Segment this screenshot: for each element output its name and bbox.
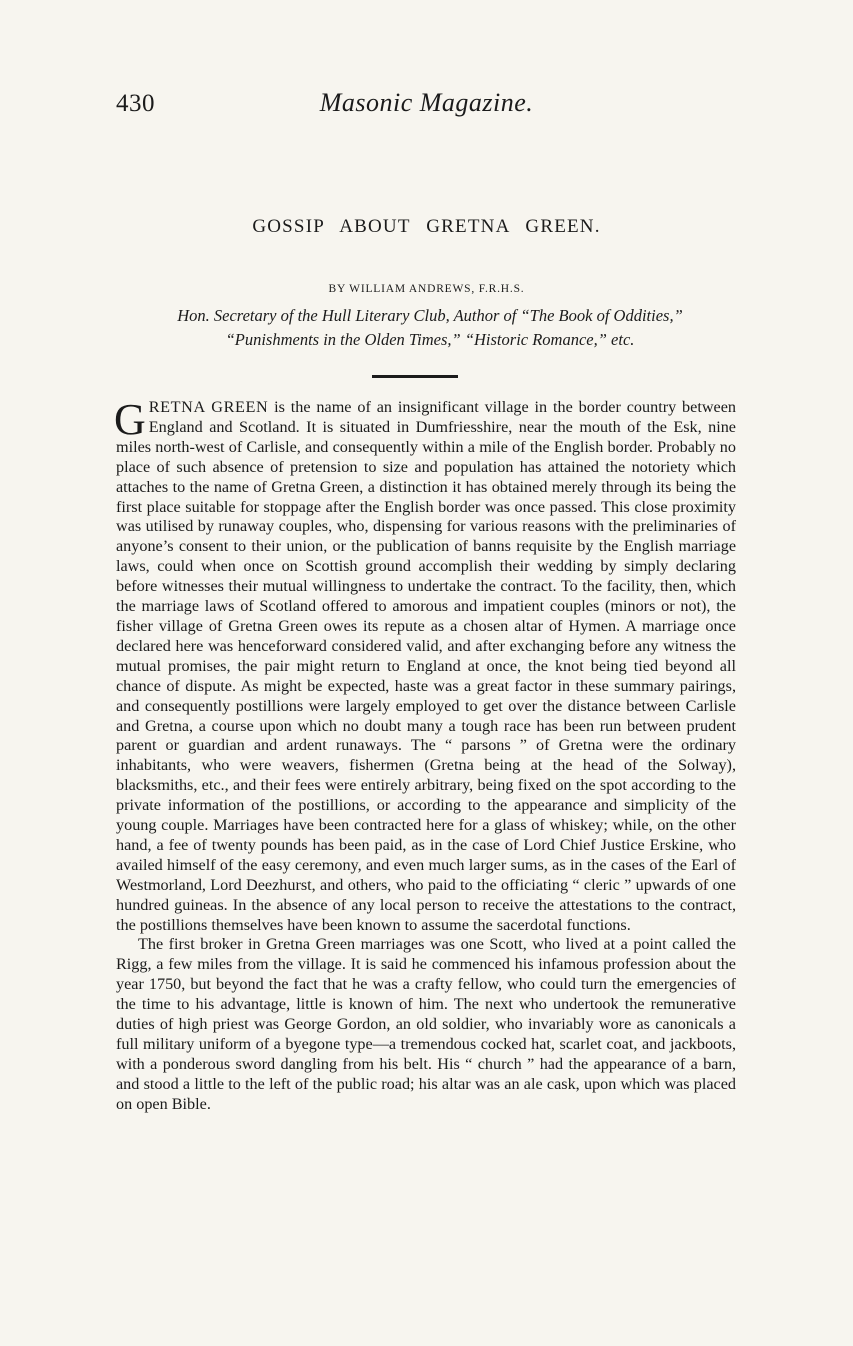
affiliation-line-1: Hon. Secretary of the Hull Literary Club, Author of “The Book of Oddities,” — [177, 306, 683, 325]
page-number: 430 — [116, 90, 155, 117]
title-divider-rule — [372, 375, 458, 378]
drop-cap: G — [114, 395, 146, 444]
lead-small-caps: RETNA GREEN — [148, 398, 269, 416]
paragraph-2: The first broker in Gretna Green marriages was one Scott, who lived at a point called the Rigg, a few miles from the village. It is said he commenced his infamous profession about the year 1750, but beyond the fact that he was a crafty fellow, who could turn the emergencies of the time to his advantage, little is known of him. The next who undertook the remunerative duties of high priest was George Gordon, an old soldier, who invariably wore as canonicals a full military uniform of a byegone type—a tremendous cocked hat, scarlet coat, and jackboots, with a ponderous sword dangling from his belt. His “ church ” had the appearance of a barn, and stood a little to the left of the public road; his altar was an ale cask, upon which was placed on open Bible. — [116, 935, 736, 1113]
article-body — [114, 395, 736, 1115]
paragraph-1-text: is the name of an insignificant village in the border country between England and Scotland. It is situated in Dumfriesshire, near the mouth of the Esk, nine miles north-west of Carlisle, and consequently within a mile of the English border. Probably no place of such absence of pretension to size and population has attained the notoriety which attaches to the name of Gretna Green, a distinction it has obtained merely through its being the first place suitable for stoppage after the English border was once passed. This close proximity was utilised by runaway couples, who, dispensing for various reasons with the preliminaries of anyone’s consent to their union, or the publication of banns requisite by the English marriage laws, could when once on Scottish ground accomplish their wedding by simply declaring before witnesses their mutual willingness to undertake the contract. To the facility, then, which the marriage laws of Scotland offered to amorous and impatient couples (minors or not), the fisher village of Gretna Green owes its repute as a chosen altar of Hymen. A marriage once declared here was henceforward considered valid, and after exchanging before any witness the mutual promises, the pair might return to England at once, the knot being tied beyond all chance of dispute. As might be expected, haste was a great factor in these summary pairings, and consequently postillions were largely employed to get over the distance between Carlisle and Gretna, a course upon which no doubt many a tough race has been run between prudent parent or guardian and ardent runaways. The “ parsons ” of Gretna were the ordinary inhabitants, who were weavers, fishermen (Gretna being at the head of the Solway), blacksmiths, etc., and their fees were entirely arbitrary, being fixed on the spot according to the private information of the postillions, or according to the appearance and simplicity of the young couple. Marriages have been contracted here for a glass of whiskey; while, on the other hand, a fee of twenty pounds has been paid, as in the case of Lord Chief Justice Erskine, who availed himself of the easy ceremony, and even much larger sums, as in the cases of the Earl of Westmorland, Lord Deezhurst, and others, who paid to the officiating “ cleric ” upwards of one hundred guineas. In the absence of any local person to receive the attestations to the contract, the postillions themselves have been known to assume the sacerdotal functions. — [116, 398, 736, 934]
article-title: GOSSIP ABOUT GRETNA GREEN. — [252, 216, 601, 237]
affiliation-line-2: “Punishments in the Olden Times,” “Historic Romance,” etc. — [225, 330, 635, 349]
article-byline: BY WILLIAM ANDREWS, F.R.H.S. — [328, 283, 525, 295]
running-head: Masonic Magazine. — [319, 88, 534, 117]
author-affiliation — [100, 304, 760, 352]
paragraph-1 — [114, 395, 736, 935]
